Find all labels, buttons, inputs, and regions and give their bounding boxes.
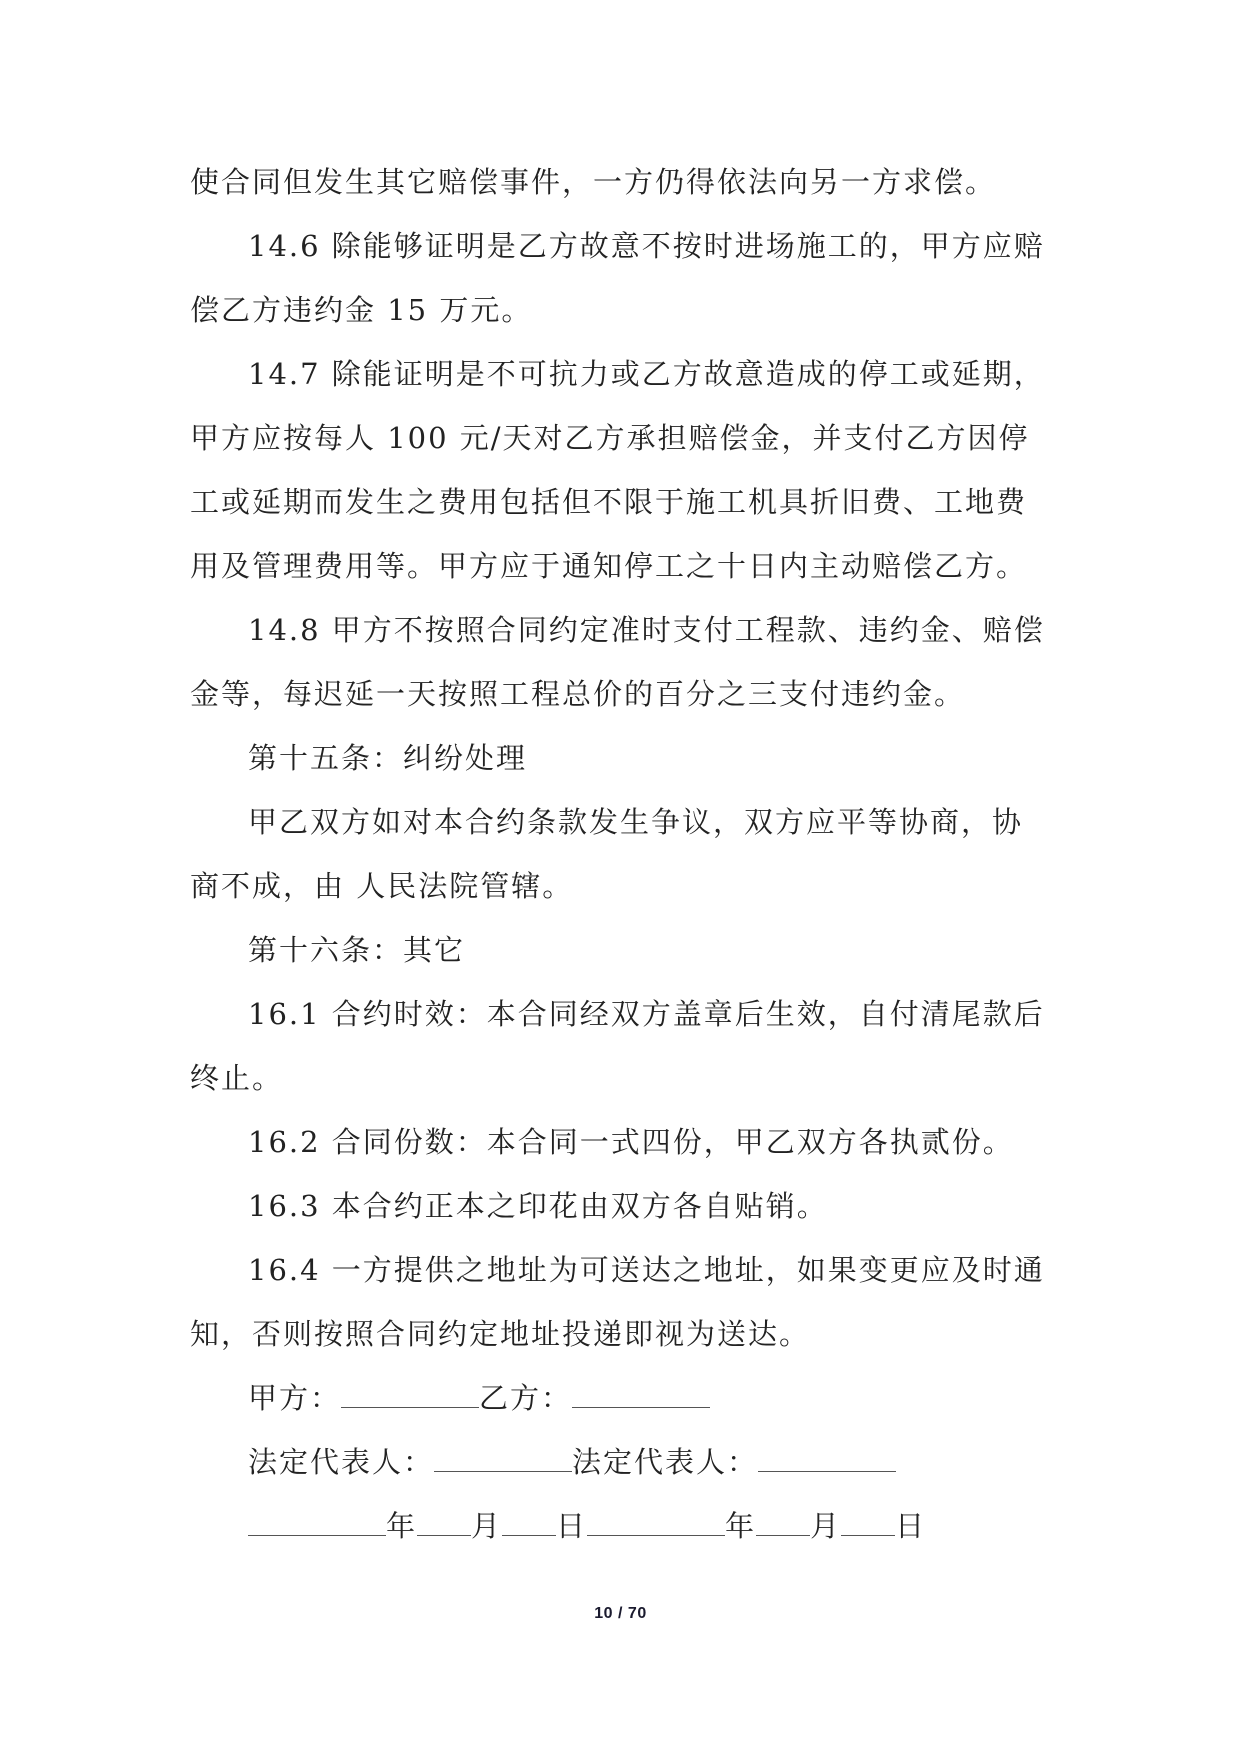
clause-16-2: 16.2 合同份数：本合同一式四份，甲乙双方各执贰份。 [248,1125,1014,1159]
article-15-body: 甲乙双方如对本合约条款发生争议，双方应平等协商，协商不成，由 人民法院管辖。 [190,805,1024,903]
clause-16-1: 16.1 合约时效：本合同经双方盖章后生效，自付清尾款后终止。 [190,997,1045,1095]
party-b-blank [572,1381,710,1408]
signature-parties-line [190,1366,1050,1430]
page-number: 10 / 70 [594,1605,647,1622]
paragraph-continuation: 使合同但发生其它赔偿事件，一方仍得依法向另一方求偿。 [190,165,997,199]
date-b-year-blank [587,1509,725,1536]
clause-14-7: 14.7 除能证明是不可抗力或乙方故意造成的停工或延期，甲方应按每人 100 元/天对乙方承担赔偿金，并支付乙方因停工或延期而发生之费用包括但不限于施工机具折旧费、工地费用及管理费用等。甲方应于通知停工之十日内主动赔偿乙方。 [190,357,1045,583]
date-b-year-label: 年 [725,1509,757,1543]
party-a-blank [341,1381,479,1408]
clause-14-6: 14.6 除能够证明是乙方故意不按时进场施工的，甲方应赔偿乙方违约金 15 万元。 [190,229,1045,327]
rep-b-label: 法定代表人： [572,1445,759,1479]
date-a-day-label: 日 [556,1509,588,1543]
rep-b-blank [758,1445,896,1472]
rep-a-label: 法定代表人： [248,1445,435,1479]
date-a-year-label: 年 [386,1509,418,1543]
date-a-month-label: 月 [471,1509,503,1543]
party-b-label: 乙方： [479,1381,573,1415]
clause-14-8: 14.8 甲方不按照合同约定准时支付工程款、违约金、赔偿金等，每迟延一天按照工程总价的百分之三支付违约金。 [190,613,1045,711]
date-a-month-blank [417,1509,471,1536]
signature-date-line [190,1494,1050,1558]
date-b-day-blank [841,1509,895,1536]
date-b-month-blank [756,1509,810,1536]
date-b-day-label: 日 [895,1509,927,1543]
party-a-label: 甲方： [248,1381,342,1415]
clause-16-4: 16.4 一方提供之地址为可送达之地址，如果变更应及时通知，否则按照合同约定地址投递即视为送达。 [190,1253,1045,1351]
document-body [190,150,1050,1558]
date-b-month-label: 月 [810,1509,842,1543]
date-a-day-blank [502,1509,556,1536]
clause-16-3: 16.3 本合约正本之印花由双方各自贴销。 [248,1189,828,1223]
rep-a-blank [434,1445,572,1472]
article-15-heading: 第十五条：纠纷处理 [248,741,528,775]
article-16-heading: 第十六条：其它 [248,933,466,967]
signature-representatives-line [190,1430,1050,1494]
date-a-year-blank [248,1509,386,1536]
